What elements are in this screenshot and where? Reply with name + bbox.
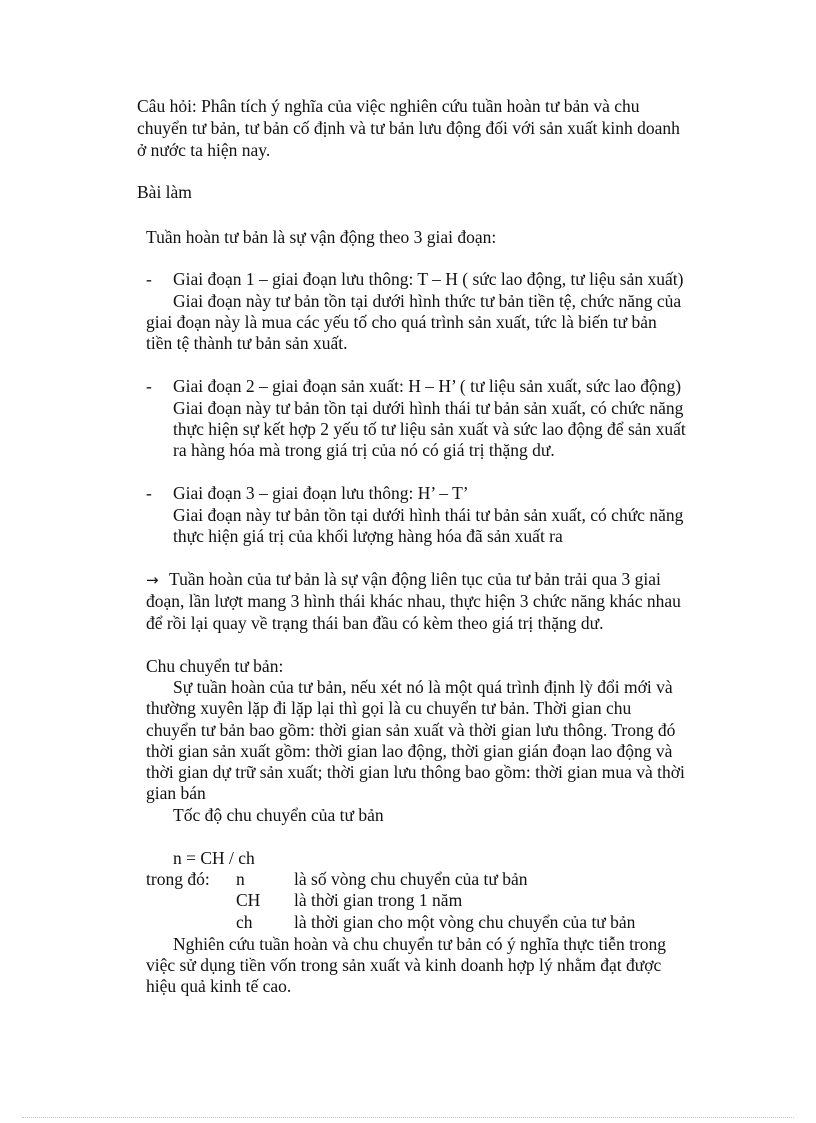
bullet-dash: -	[146, 376, 152, 396]
turnover-speed: Tốc độ chu chuyển của tư bản	[173, 805, 384, 825]
closing-line-2: việc sử dụng tiền vốn trong sản xuất và kinh doanh hợp lý nhằm đạt được	[146, 955, 662, 975]
stage1-line-2: giai đoạn này là mua các yếu tố cho quá trình sản xuất, tức là biến tư bản	[146, 312, 657, 332]
stage3-line-2: thực hiện giá trị của khối lượng hàng hóa đã sản xuất ra	[173, 526, 563, 546]
bullet-dash: -	[146, 269, 152, 289]
stage1-line-3: tiền tệ thành tư bản sản xuất.	[146, 333, 348, 353]
stage1-title: Giai đoạn 1 – giai đoạn lưu thông: T – H ( sức lao động, tư liệu sản xuất)	[173, 269, 684, 289]
answer-heading: Bài làm	[137, 182, 192, 202]
question-line-3: ở nước ta hiện nay.	[137, 140, 271, 160]
formula-where-label: trong đó:	[146, 869, 210, 889]
formula-expression: n = CH / ch	[173, 848, 255, 868]
turnover-line-4: thời gian sản xuất gồm: thời gian lao động, thời gian gián đoạn lao động và	[146, 741, 673, 761]
turnover-line-5: thời gian dự trữ sản xuất; thời gian lưu thông bao gồm: thời gian mua và thời	[146, 762, 685, 782]
formula-ch-symbol: ch	[236, 912, 253, 932]
closing-line-3: hiệu quả kinh tế cao.	[146, 976, 292, 996]
formula-CH-definition: là thời gian trong 1 năm	[294, 890, 463, 910]
turnover-line-6: gian bán	[146, 783, 206, 803]
bullet-dash: -	[146, 483, 152, 503]
turnover-line-1: Sự tuần hoàn của tư bản, nếu xét nó là một quá trình định lỳ đổi mới và	[173, 677, 673, 697]
turnover-heading: Chu chuyển tư bản:	[146, 656, 284, 676]
intro-text: Tuần hoàn tư bản là sự vận động theo 3 giai đoạn:	[146, 227, 497, 247]
formula-n-symbol: n	[236, 869, 245, 889]
formula-n-definition: là số vòng chu chuyển của tư bản	[294, 869, 528, 889]
conclusion-line-2: đoạn, lần lượt mang 3 hình thái khác nhau, thực hiện 3 chức năng khác nhau	[146, 591, 681, 611]
question-line-1: Câu hỏi: Phân tích ý nghĩa của việc nghiên cứu tuần hoàn tư bản và chu	[137, 96, 640, 116]
closing-line-1: Nghiên cứu tuần hoàn và chu chuyển tư bản có ý nghĩa thực tiễn trong	[173, 934, 667, 954]
conclusion-line-3: để rồi lại quay về trạng thái ban đầu có kèm theo giá trị thặng dư.	[146, 613, 604, 633]
page-bottom-divider	[22, 1117, 794, 1118]
stage1-line-1: Giai đoạn này tư bản tồn tại dưới hình thức tư bản tiền tệ, chức năng của	[173, 291, 682, 311]
stage2-title: Giai đoạn 2 – giai đoạn sản xuất: H – H’ ( tư liệu sản xuất, sức lao động)	[173, 376, 682, 396]
turnover-line-3: chuyển tư bản bao gồm: thời gian sản xuất và thời gian lưu thông. Trong đó	[146, 720, 676, 740]
formula-CH-symbol: CH	[236, 890, 261, 910]
stage2-line-2: thực hiện sự kết hợp 2 yếu tố tư liệu sản xuất và sức lao động để sản xuất	[173, 419, 686, 439]
turnover-line-2: thường xuyên lặp đi lặp lại thì gọi là cu chuyển tư bản. Thời gian chu	[146, 698, 632, 718]
stage3-title: Giai đoạn 3 – giai đoạn lưu thông: H’ – T’	[173, 483, 469, 503]
right-arrow-icon: →	[146, 571, 159, 589]
stage3-line-1: Giai đoạn này tư bản tồn tại dưới hình thái tư bản sản xuất, có chức năng	[173, 505, 684, 525]
conclusion-line-1: Tuần hoàn của tư bản là sự vận động liên tục của tư bản trải qua 3 giai	[169, 569, 661, 589]
stage2-line-1: Giai đoạn này tư bản tồn tại dưới hình thái tư bản sản xuất, có chức năng	[173, 398, 684, 418]
question-line-2: chuyển tư bản, tư bản cố định và tư bản lưu động đối với sản xuất kinh doanh	[137, 118, 680, 138]
stage2-line-3: ra hàng hóa mà trong giá trị của nó có giá trị thặng dư.	[173, 440, 555, 460]
formula-ch-definition: là thời gian cho một vòng chu chuyển của tư bản	[294, 912, 636, 932]
